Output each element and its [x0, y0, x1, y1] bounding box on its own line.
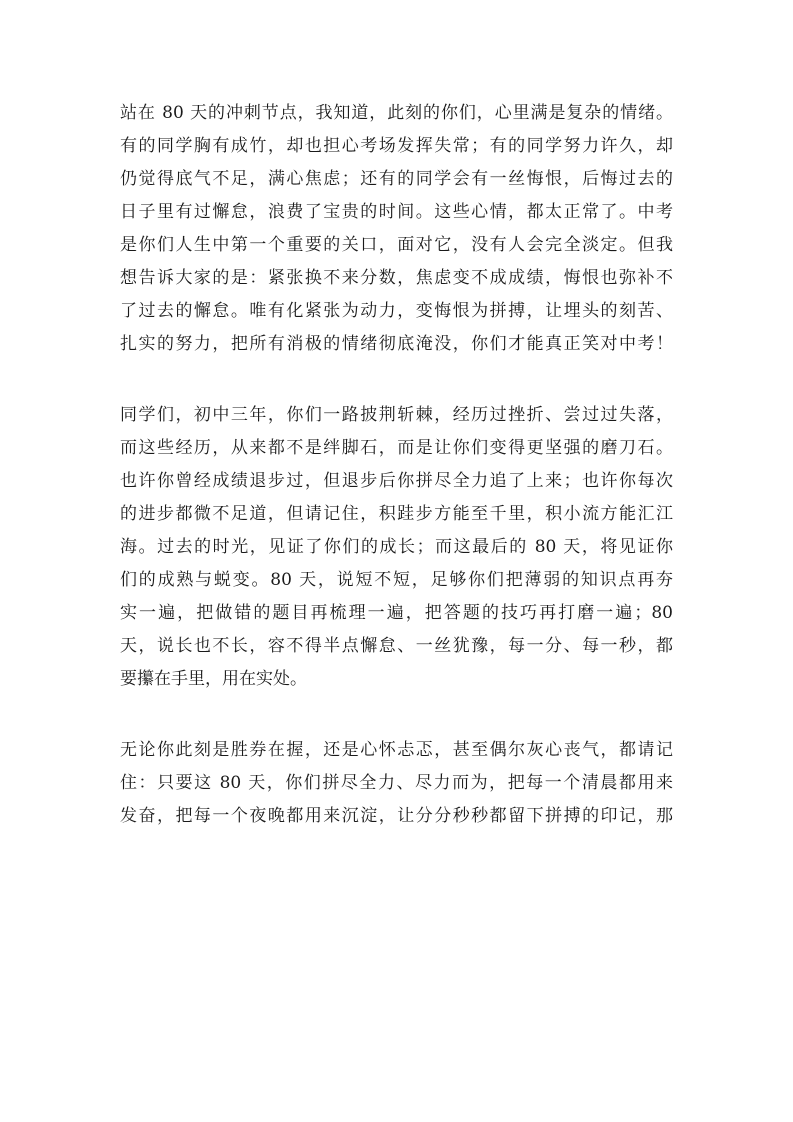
text-line: 了过去的懈怠。唯有化紧张为动力，变悔恨为拼搏，让埋头的刻苦、 [120, 301, 673, 321]
text-line: 站在 80 天的冲刺节点，我知道，此刻的你们，心里满是复杂的情绪。 [120, 103, 673, 123]
paragraph-1 [120, 97, 673, 361]
text-line: 而这些经历，从来都不是绊脚石，而是让你们变得更坚强的磨刀石。 [120, 438, 673, 458]
text-line: 住：只要这 80 天，你们拼尽全力、尽力而为，把每一个清晨都用来 [120, 773, 673, 793]
text-line: 要攥在手里，用在实处。 [120, 669, 307, 689]
text-line: 天，说长也不长，容不得半点懈怠、一丝犹豫，每一分、每一秒，都 [120, 636, 673, 656]
text-line: 扎实的努力，把所有消极的情绪彻底淹没，你们才能真正笑对中考！ [120, 334, 673, 354]
text-line: 的进步都微不足道，但请记住，积跬步方能至千里，积小流方能汇江 [120, 504, 673, 524]
text-line: 实一遍，把做错的题目再梳理一遍，把答题的技巧再打磨一遍；80 [120, 603, 673, 623]
text-line: 有的同学胸有成竹，却也担心考场发挥失常；有的同学努力许久，却 [120, 136, 673, 156]
text-line: 日子里有过懈怠，浪费了宝贵的时间。这些心情，都太正常了。中考 [120, 202, 673, 222]
document-body [120, 97, 673, 833]
text-line: 同学们，初中三年，你们一路披荆斩棘，经历过挫折、尝过过失落， [120, 405, 673, 425]
text-line: 无论你此刻是胜券在握，还是心怀忐忑，甚至偶尔灰心丧气，都请记 [120, 740, 673, 760]
text-line: 是你们人生中第一个重要的关口，面对它，没有人会完全淡定。但我 [120, 235, 673, 255]
text-line: 发奋，把每一个夜晚都用来沉淀，让分分秒秒都留下拼搏的印记，那 [120, 806, 673, 826]
paragraph-gap [120, 696, 673, 734]
text-line: 也许你曾经成绩退步过，但退步后你拼尽全力追了上来；也许你每次 [120, 471, 673, 491]
paragraph-3 [120, 734, 673, 833]
text-line: 们的成熟与蜕变。80 天，说短不短，足够你们把薄弱的知识点再夯 [120, 570, 673, 590]
text-line: 仍觉得底气不足，满心焦虑；还有的同学会有一丝悔恨，后悔过去的 [120, 169, 673, 189]
text-line: 想告诉大家的是：紧张换不来分数，焦虑变不成成绩，悔恨也弥补不 [120, 268, 673, 288]
text-line: 海。过去的时光，见证了你们的成长；而这最后的 80 天，将见证你 [120, 537, 673, 557]
paragraph-2 [120, 399, 673, 696]
paragraph-gap [120, 361, 673, 399]
